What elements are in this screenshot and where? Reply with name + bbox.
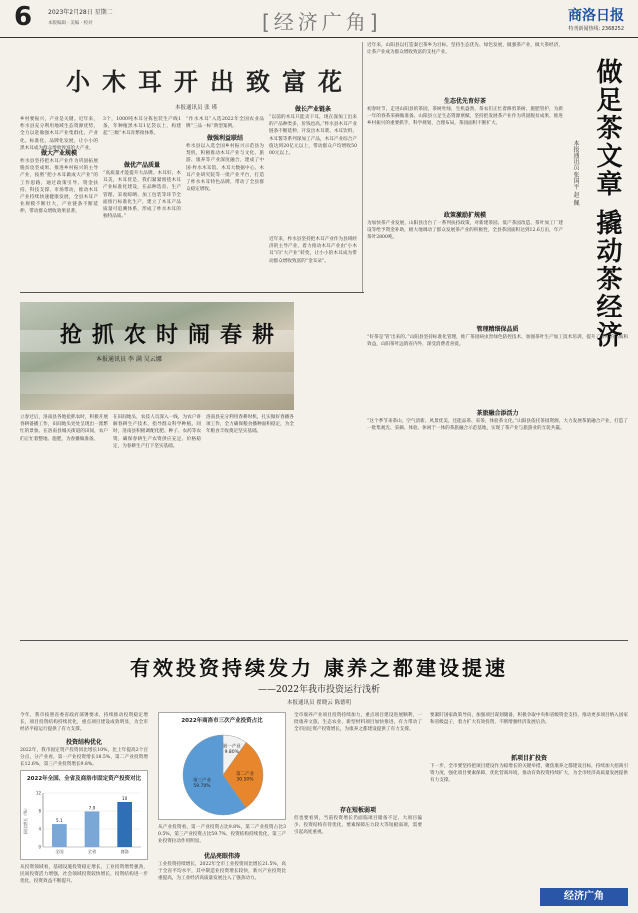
article3-subhead-2: 优品亮眼伟涛 <box>203 853 240 860</box>
investment-bar-chart <box>20 770 148 860</box>
article2-col2: 在田间地头，农技人员深入一线，为农户讲解春耕生产技术，指导群众科学种植。同时，洛南县积极调配化肥、种子、农药等农资，确保春耕生产农资供应充足、价格稳定，为春耕生产打下坚实基础。 <box>113 415 201 449</box>
article2-byline: 本报通讯员 李 满 吴云娜 <box>96 356 162 363</box>
bar-category-label: 全省 <box>87 849 97 854</box>
article1-col2-intro: 3个，1000吨木耳分拣包装生产线1条，年种植黑木耳1亿袋以上，构建起“三级”木耳育繁推体系。 <box>103 117 181 137</box>
article3-col4-intro: 要紧盯国家政策导向，加强项目谋划储备，积极争取中央和省级资金支持，推动更多项目纳入国家和省级盘子，着力扩大有效投资，不断增强经济发展后劲。 <box>430 713 628 726</box>
right-article-subhead-1: 生态优先育好茶 <box>443 98 486 105</box>
pie-slice-label: 第一产业 <box>222 744 241 750</box>
article3-col2-intro: 从产业投资看，第一产业投资占比9.8%，第二产业投资占比30.5%，第三产业投资占比59.7%，投资结构持续优化，第三产业投资拉动作用明显。 <box>158 825 286 845</box>
newspaper-logo: 商洛日报 <box>568 8 624 24</box>
article3-subtitle: ——2022年我市投资运行浅析 <box>258 685 380 695</box>
article2-title: 抢抓农时闹春耕 <box>60 322 285 348</box>
article1-subhead-3: 做强利益联结 <box>206 135 243 142</box>
right-article-body-4: “这个季节来茶山，空气清新、风景优美，还能品茶、采茶，体验茶文化。”山阳县依托茶园资源，大力发展茶旅融合产业，打造了一批集观光、采摘、体验、休闲于一体的茶旅融合示范基地，实现了茶产业与旅游业的互促共赢。 <box>367 419 628 432</box>
section-brand-badge: 经济广角 <box>540 888 628 906</box>
article3-col2-body: 工业投资持续增长，2022年全市工业投资同比增长21.5%，高于全省平均水平，其中制造业投资增长较快，新兴产业投资比重提高，为工业经济高质量发展注入了强劲动力。 <box>158 862 286 882</box>
section-divider <box>20 292 364 293</box>
right-article-body-1: 初春时节，走进山阳县的茶园，茶树吐绿，生机盎然，茶农们正忙着修剪茶树、施肥管护，为新一年的春茶采摘做准备。山阳县立足生态资源禀赋，坚持把发展茶产业作为巩固脱贫成果、推进乡村振兴的重要抓手，科学规划，合理布局，茶园面积不断扩大。 <box>367 107 563 127</box>
pie-slice-label: 59.70% <box>193 784 211 790</box>
industry-pie-chart <box>158 712 286 820</box>
bar-2 <box>85 811 100 847</box>
right-article-body-3: “好茶是‘管’出来的。”山阳县坚持标准化管理，推广茶园病虫害绿色防控技术，加强茶叶生产加工技术培训，提升了茶叶的品质和效益，山阳茶叶远销省内外，深受消费者喜爱。 <box>367 335 628 348</box>
article3-byline: 本报通讯员 翟晓云 陈德明 <box>287 700 351 706</box>
pie-slice-label: 30.50% <box>236 777 254 783</box>
pie-slice-label: 9.80% <box>224 750 239 756</box>
article3-col4-body: 下一步，全市要坚持把项目建设作为稳增长的关键举措，聚焦康养之都建设目标，持续加大招商引资力度，强化项目要素保障，优化营商环境，推动有效投资持续扩大，为全市经济高质量发展提供有力支撑。 <box>430 764 628 784</box>
article3-col1-body: 2022年，我市固定资产投资同比增长10%，比上年提高2个百分点，分产业看，第一产业投资增长18.5%，第二产业投资增长12.6%，第三产业投资增长9.8%。 <box>20 748 148 768</box>
article3-subhead-4: 抓项目扩投资 <box>510 755 547 762</box>
pie-chart-title: 2022年商洛市三次产业投资占比 <box>181 718 263 724</box>
column-divider <box>362 42 363 292</box>
bar-category-label: 商洛 <box>120 849 129 854</box>
article1-col4-extra: 近年来，柞水县坚持把木耳产业作为县域经济的主导产业，着力推动木耳产业由“小木耳”向“大产业”转变，让小小的木耳成为带动群众增收致富的“金耳朵”。 <box>269 237 357 264</box>
article1-col4-body: “以前的木耳只能卖干耳，现在深加工出来的产品种类多，价钱也高。”柞水县木耳产业链条不断延伸，开发出木耳菜、木耳饮料、木耳酱等系列深加工产品，木耳产业综合产值达到20亿元以上，带动群众户均增收5000元以上。 <box>269 115 357 157</box>
right-article-byline: 本报通讯员 张国平 赵 佩 <box>572 140 579 206</box>
article3-col1-intro: 今年，我市按照省委省政府部署要求，持续推动投资稳定增长，项目投资结构持续优化，重点项目建设成效明显，为全市经济平稳运行提供了有力支撑。 <box>20 713 148 733</box>
bar-value-label: 7.9 <box>88 805 96 811</box>
article2-col1: 立春过后，洛南县各地抢抓农时，积极开展春耕备播工作，田间地头处处呈现出一派繁忙的景象。在洛南县城关街道的田间，农户们正忙着整地、施肥，为春播做准备。 <box>20 415 108 442</box>
article3-subhead-3: 存在短板弱项 <box>339 807 376 814</box>
right-article-title: 做足茶文章 撬动茶经济 <box>592 58 622 350</box>
article3-col3-body: 全市康养产业项目投资持续加力，重点项目建设进展顺利，一批康养文旅、生态农业、新型材料项目加快推进，有力带动了全市固定资产投资增长，为康养之都建设提供了有力支撑。 <box>294 713 422 733</box>
bar-category-label: 全国 <box>55 849 64 854</box>
bar-y-tick-label: 8 <box>38 808 41 814</box>
bar-chart-title: 2022年全国、全省及商洛市固定资产投资对比 <box>26 776 142 782</box>
article2-col3: 洛南县充分利用春耕时机，扎实做好春播各项工作，全力确保粮食播种面积稳定，为全年粮食丰收奠定坚实基础。 <box>206 415 294 435</box>
article1-byline: 本报通讯员 张 瑾 <box>175 105 217 111</box>
section-title: [经济广角] <box>262 10 382 34</box>
bar-3 <box>117 802 132 847</box>
article1-col3-intro: “作水木耳”入选2022年全国农业品牌“三品一标”典型案例。 <box>186 117 264 130</box>
photo-field-band <box>20 372 294 394</box>
right-article-subhead-3: 管理精细保品质 <box>476 326 519 333</box>
right-article-subhead-2: 政策激励扩规模 <box>443 212 486 219</box>
bar-chart-svg <box>21 781 149 861</box>
bar-y-tick-label: 12 <box>35 790 41 796</box>
article1-col3-body: 柞水县以入选全国乡村振兴示范县为契机，积极推动木耳产业与文化、旅游、康养等产业深度融合，建成了中国·柞水木耳馆、木耳大数据中心、木耳产业研究院等一批产业平台，打造了柞水木耳特色品牌，带动了全县群众稳定增收。 <box>186 144 264 193</box>
issue-date: 2023年2月28日 星期二 <box>48 9 113 16</box>
article1-col1-intro: 乡村要振兴，产业是关键。近年来，柞水县充分利用地域生态资源优势，全力以赴做强木耳产业集群化、产业化、标准化、品牌化发展，让小小的黑木耳成为群众增收致富的大产业。 <box>20 117 98 151</box>
bar-y-tick-label: 0 <box>38 844 41 850</box>
page-header <box>0 0 638 38</box>
pie-slice-label: 第二产业 <box>235 772 254 778</box>
bar-value-label: 10 <box>121 796 128 801</box>
staff-credits: 本版编辑 · 美编 · 校对 <box>48 21 93 26</box>
article3-title: 有效投资持续发力 康养之都建设提速 <box>130 656 508 680</box>
right-article-body-2: 为加快茶产业发展，山阳县出台了一系列扶持政策，对新建茶园、低产茶园改造、茶叶加工厂建设等给予资金补助，极大地调动了群众发展茶产业的积极性，全县茶园面积达到12.6万亩，年产茶叶2800吨。 <box>367 221 563 241</box>
bar-y-axis-label: 同比增长（%） <box>23 806 28 834</box>
article1-subhead-1: 做大产业规模 <box>40 150 77 157</box>
article1-title: 小木耳开出致富花 <box>66 67 354 96</box>
article1-col2-body: “高质量才能提升大品牌。木耳好，木耳美，木耳优是，我们紧紧围绕木耳产业标准化建设，在品种选育、生产管理、采收晾晒、加工包装等环节全面推行标准化生产，建立了木耳产品质量可追溯体系，形成了柞水木耳的独特品质。” <box>103 171 181 220</box>
right-article-subhead-4: 茶旅融合添活力 <box>476 410 519 417</box>
section-divider <box>20 640 628 641</box>
bar-1 <box>52 824 67 847</box>
page-number: 6 <box>14 2 33 32</box>
article3-col3-tail: 但也要看到，当前投资增长仍面临项目储备不足、大项目偏少、投资结构有待优化、要素保障压力较大等短板弱项，需要引起高度重视。 <box>294 816 422 836</box>
article1-subhead-4: 做长产业链条 <box>294 106 331 113</box>
pie-slice-label: 第三产业 <box>193 778 212 784</box>
article1-subhead-2: 做优产品质量 <box>123 162 160 169</box>
article3-col1-tail: 从投资领域看，基础设施投资稳定增长，工业投资增势强劲，民间投资活力增强，社会领域投资较快增长，投资结构进一步优化，投资效益不断提升。 <box>20 865 148 885</box>
right-article-intro: 近年来，山阳县以打造秦巴茶乡为目标，坚持生态优先、绿色发展，做强茶产业，做大茶经济，让茶产业成为群众增收致富的支柱产业。 <box>367 43 563 56</box>
bar-y-tick-label: 4 <box>38 826 41 832</box>
article1-col1-body: 柞水县坚持把木耳产业作为巩固拓展脱贫攻坚成果、推进乡村振兴的主导产业，按照“把小木耳做成大产业”的工作思路，通过政策引导、资金扶持、科技支撑、市场带动，推动木耳产业持续快速健康发展，全县木耳产业规模不断壮大，产业链条不断延伸，带动群众增收效果显著。 <box>20 159 98 215</box>
news-hotline: 特刊新闻热线: 2368252 <box>568 26 624 32</box>
pie-chart-svg <box>159 725 287 821</box>
article3-subhead-1: 投资结构优化 <box>65 739 102 746</box>
bar-value-label: 5.1 <box>55 818 63 824</box>
